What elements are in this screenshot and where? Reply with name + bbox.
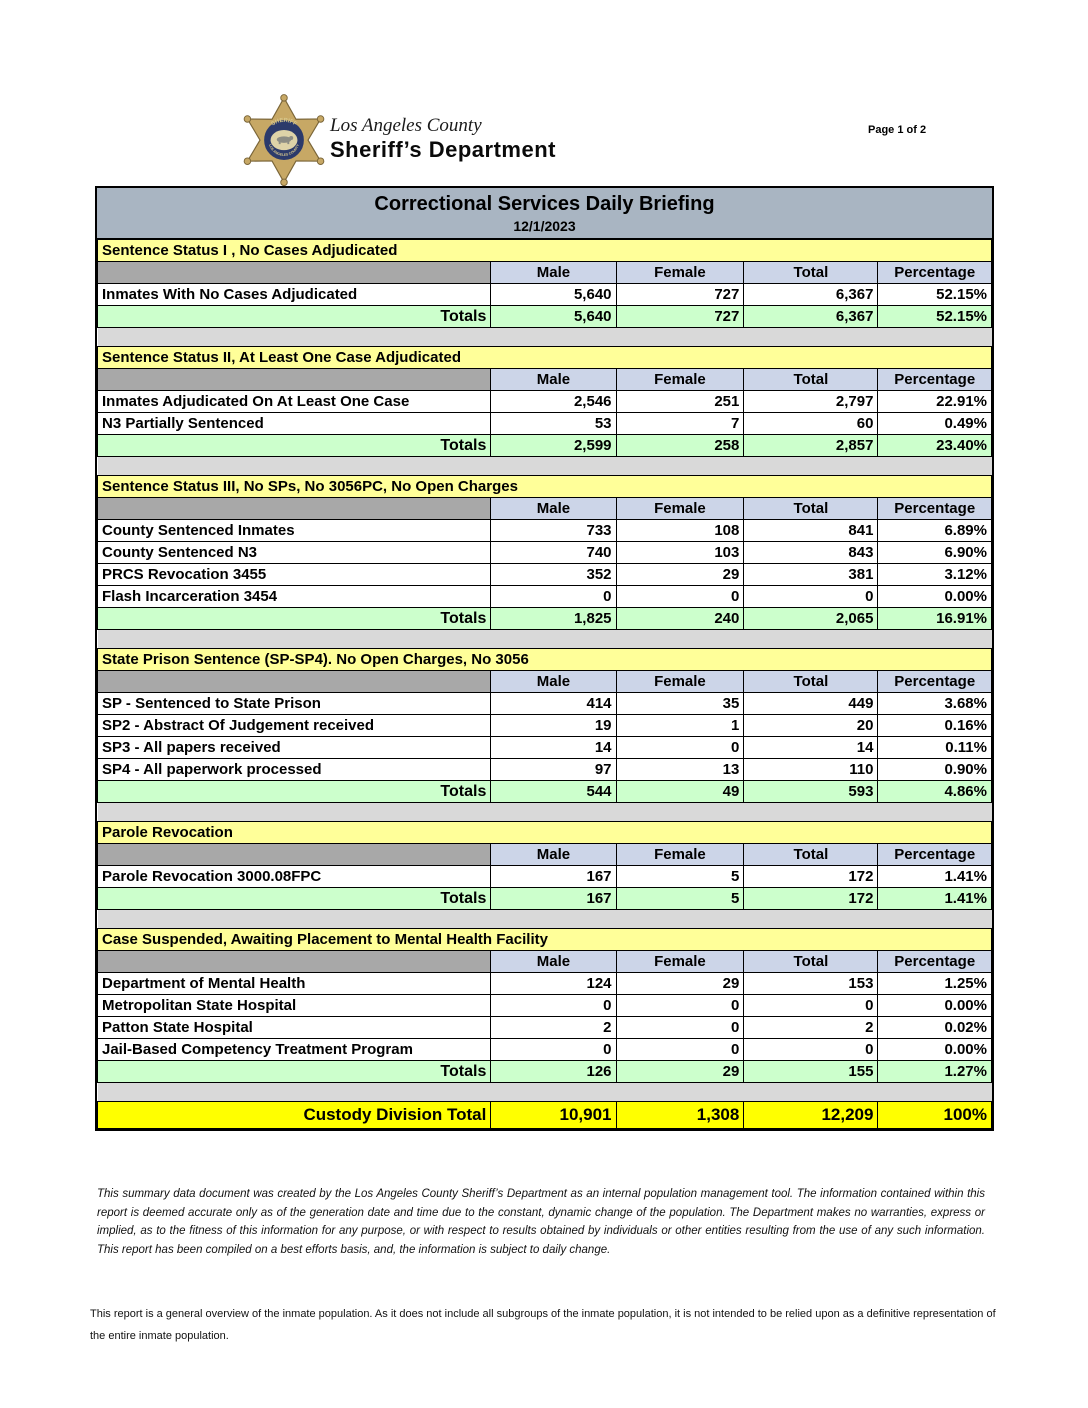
male-value: 2,546 — [491, 391, 616, 413]
female-value: 0 — [616, 1017, 744, 1039]
totals-male-value: 544 — [491, 781, 616, 803]
row-label: Department of Mental Health — [98, 973, 491, 995]
agency-name — [330, 116, 556, 162]
female-value: 251 — [616, 391, 744, 413]
total-value: 0 — [744, 995, 878, 1017]
total-value: 449 — [744, 693, 878, 715]
totals-total-value: 593 — [744, 781, 878, 803]
spacer-cell — [98, 630, 992, 649]
grand-total-row — [98, 1102, 992, 1129]
male-value: 0 — [491, 1039, 616, 1061]
totals-row — [98, 1061, 992, 1083]
table-row — [98, 693, 992, 715]
column-header-total: Total — [744, 844, 878, 866]
female-value: 108 — [616, 520, 744, 542]
total-value: 2 — [744, 1017, 878, 1039]
percentage-value: 22.91% — [878, 391, 992, 413]
totals-row — [98, 608, 992, 630]
grand-total-total-value: 12,209 — [744, 1102, 878, 1129]
row-label: Flash Incarceration 3454 — [98, 586, 491, 608]
totals-total-value: 6,367 — [744, 306, 878, 328]
female-value: 29 — [616, 564, 744, 586]
page-number: Page 1 of 2 — [868, 124, 927, 136]
table-row — [98, 391, 992, 413]
column-header-percentage: Percentage — [878, 369, 992, 391]
disclaimer-text: This summary data document was created by the Los Angeles County Sheriff’s Department as an internal population management tool. The information contained within this report is deemed accurate only as of the generation date and time due to the constant, dynamic change of the population. The Department makes no warranties, express or implied, as to the fitness of this information for any purpose, or with respect to results obtained by individuals or other entities resulting from the use of any such information. This report has been compiled on a best efforts basis, and, the information is subject to daily change. — [97, 1188, 985, 1256]
column-header-male: Male — [491, 844, 616, 866]
column-header-row — [98, 671, 992, 693]
section-header: Parole Revocation — [98, 822, 992, 844]
section-header-row — [98, 822, 992, 844]
male-value: 19 — [491, 715, 616, 737]
percentage-value: 0.00% — [878, 586, 992, 608]
male-value: 352 — [491, 564, 616, 586]
grand-total-female-value: 1,308 — [616, 1102, 744, 1129]
percentage-value: 1.41% — [878, 866, 992, 888]
column-header-row — [98, 844, 992, 866]
section-header: Sentence Status II, At Least One Case Adjudicated — [98, 347, 992, 369]
report-table — [97, 239, 992, 1129]
report-footnote: This report is a general overview of the inmate population. As it does not include all subgroups of the inmate population, it is not intended to be relied upon as a definitive representation of the entire inmate population. — [90, 1308, 996, 1342]
percentage-value: 0.00% — [878, 1039, 992, 1061]
section-header: Case Suspended, Awaiting Placement to Mental Health Facility — [98, 929, 992, 951]
column-header-blank — [98, 951, 491, 973]
sheriff-badge-logo — [236, 92, 332, 192]
total-value: 0 — [744, 586, 878, 608]
female-value: 0 — [616, 737, 744, 759]
grand-total-male-value: 10,901 — [491, 1102, 616, 1129]
percentage-value: 1.25% — [878, 973, 992, 995]
female-value: 0 — [616, 1039, 744, 1061]
female-value: 0 — [616, 586, 744, 608]
column-header-female: Female — [616, 262, 744, 284]
grand-total-percentage-value: 100% — [878, 1102, 992, 1129]
table-row — [98, 759, 992, 781]
percentage-value: 0.49% — [878, 413, 992, 435]
column-header-blank — [98, 498, 491, 520]
female-value: 1 — [616, 715, 744, 737]
spacer-row — [98, 803, 992, 822]
column-header-row — [98, 951, 992, 973]
total-value: 172 — [744, 866, 878, 888]
spacer-cell — [98, 803, 992, 822]
female-value: 7 — [616, 413, 744, 435]
spacer-cell — [98, 457, 992, 476]
total-value: 14 — [744, 737, 878, 759]
column-header-total: Total — [744, 369, 878, 391]
totals-female-value: 240 — [616, 608, 744, 630]
table-row — [98, 520, 992, 542]
table-row — [98, 1039, 992, 1061]
total-value: 153 — [744, 973, 878, 995]
spacer-row — [98, 1083, 992, 1102]
totals-percentage-value: 52.15% — [878, 306, 992, 328]
totals-male-value: 5,640 — [491, 306, 616, 328]
totals-row — [98, 306, 992, 328]
totals-female-value: 49 — [616, 781, 744, 803]
column-header-female: Female — [616, 498, 744, 520]
percentage-value: 52.15% — [878, 284, 992, 306]
table-row — [98, 564, 992, 586]
female-value: 103 — [616, 542, 744, 564]
column-header-male: Male — [491, 671, 616, 693]
report-title: Correctional Services Daily Briefing — [374, 193, 715, 215]
table-row — [98, 995, 992, 1017]
totals-female-value: 258 — [616, 435, 744, 457]
table-row — [98, 866, 992, 888]
badge-bottom-text: LOS ANGELES COUNTY — [267, 143, 301, 157]
column-header-total: Total — [744, 262, 878, 284]
percentage-value: 0.02% — [878, 1017, 992, 1039]
column-header-male: Male — [491, 262, 616, 284]
column-header-row — [98, 262, 992, 284]
totals-label: Totals — [98, 888, 491, 910]
table-row — [98, 973, 992, 995]
badge-top-text: SHERIFF — [270, 117, 298, 128]
row-label: PRCS Revocation 3455 — [98, 564, 491, 586]
totals-label: Totals — [98, 306, 491, 328]
spacer-row — [98, 457, 992, 476]
column-header-female: Female — [616, 369, 744, 391]
totals-female-value: 29 — [616, 1061, 744, 1083]
totals-label: Totals — [98, 608, 491, 630]
section-header: State Prison Sentence (SP-SP4). No Open Charges, No 3056 — [98, 649, 992, 671]
male-value: 167 — [491, 866, 616, 888]
row-label: SP2 - Abstract Of Judgement received — [98, 715, 491, 737]
totals-row — [98, 435, 992, 457]
totals-percentage-value: 16.91% — [878, 608, 992, 630]
totals-female-value: 5 — [616, 888, 744, 910]
row-label: SP - Sentenced to State Prison — [98, 693, 491, 715]
totals-label: Totals — [98, 1061, 491, 1083]
column-header-percentage: Percentage — [878, 498, 992, 520]
spacer-row — [98, 328, 992, 347]
total-value: 841 — [744, 520, 878, 542]
column-header-percentage: Percentage — [878, 262, 992, 284]
female-value: 13 — [616, 759, 744, 781]
totals-total-value: 2,065 — [744, 608, 878, 630]
table-row — [98, 586, 992, 608]
report-title-band — [97, 188, 992, 239]
spacer-cell — [98, 910, 992, 929]
row-label: SP3 - All papers received — [98, 737, 491, 759]
section-header-row — [98, 347, 992, 369]
male-value: 5,640 — [491, 284, 616, 306]
spacer-row — [98, 910, 992, 929]
column-header-percentage: Percentage — [878, 844, 992, 866]
section-header: Sentence Status I , No Cases Adjudicated — [98, 240, 992, 262]
column-header-male: Male — [491, 951, 616, 973]
row-label: Metropolitan State Hospital — [98, 995, 491, 1017]
male-value: 0 — [491, 586, 616, 608]
female-value: 5 — [616, 866, 744, 888]
female-value: 0 — [616, 995, 744, 1017]
totals-percentage-value: 4.86% — [878, 781, 992, 803]
column-header-blank — [98, 671, 491, 693]
column-header-blank — [98, 844, 491, 866]
table-row — [98, 715, 992, 737]
totals-total-value: 155 — [744, 1061, 878, 1083]
female-value: 35 — [616, 693, 744, 715]
total-value: 6,367 — [744, 284, 878, 306]
section-header: Sentence Status III, No SPs, No 3056PC, No Open Charges — [98, 476, 992, 498]
table-row — [98, 1017, 992, 1039]
male-value: 124 — [491, 973, 616, 995]
row-label: County Sentenced N3 — [98, 542, 491, 564]
totals-total-value: 2,857 — [744, 435, 878, 457]
column-header-blank — [98, 369, 491, 391]
total-value: 2,797 — [744, 391, 878, 413]
column-header-female: Female — [616, 951, 744, 973]
column-header-row — [98, 498, 992, 520]
percentage-value: 0.90% — [878, 759, 992, 781]
agency-department-line: Sheriff’s Department — [330, 136, 556, 162]
daily-briefing-report — [95, 186, 994, 1131]
totals-male-value: 126 — [491, 1061, 616, 1083]
percentage-value: 3.12% — [878, 564, 992, 586]
totals-percentage-value: 1.27% — [878, 1061, 992, 1083]
report-date: 12/1/2023 — [513, 218, 576, 234]
male-value: 14 — [491, 737, 616, 759]
section-header-row — [98, 240, 992, 262]
column-header-male: Male — [491, 498, 616, 520]
percentage-value: 0.11% — [878, 737, 992, 759]
percentage-value: 0.16% — [878, 715, 992, 737]
column-header-total: Total — [744, 671, 878, 693]
totals-row — [98, 781, 992, 803]
female-value: 29 — [616, 973, 744, 995]
table-row — [98, 413, 992, 435]
section-header-row — [98, 649, 992, 671]
row-label: Inmates With No Cases Adjudicated — [98, 284, 491, 306]
table-row — [98, 542, 992, 564]
totals-male-value: 2,599 — [491, 435, 616, 457]
male-value: 0 — [491, 995, 616, 1017]
column-header-blank — [98, 262, 491, 284]
row-label: SP4 - All paperwork processed — [98, 759, 491, 781]
totals-percentage-value: 1.41% — [878, 888, 992, 910]
spacer-cell — [98, 1083, 992, 1102]
section-header-row — [98, 929, 992, 951]
total-value: 110 — [744, 759, 878, 781]
total-value: 0 — [744, 1039, 878, 1061]
total-value: 20 — [744, 715, 878, 737]
male-value: 97 — [491, 759, 616, 781]
totals-male-value: 167 — [491, 888, 616, 910]
totals-row — [98, 888, 992, 910]
column-header-female: Female — [616, 671, 744, 693]
row-label: County Sentenced Inmates — [98, 520, 491, 542]
column-header-total: Total — [744, 498, 878, 520]
row-label: Parole Revocation 3000.08FPC — [98, 866, 491, 888]
totals-female-value: 727 — [616, 306, 744, 328]
column-header-percentage: Percentage — [878, 951, 992, 973]
column-header-total: Total — [744, 951, 878, 973]
totals-male-value: 1,825 — [491, 608, 616, 630]
column-header-female: Female — [616, 844, 744, 866]
totals-percentage-value: 23.40% — [878, 435, 992, 457]
agency-county-line: Los Angeles County — [330, 115, 482, 136]
percentage-value: 6.90% — [878, 542, 992, 564]
male-value: 740 — [491, 542, 616, 564]
column-header-percentage: Percentage — [878, 671, 992, 693]
percentage-value: 6.89% — [878, 520, 992, 542]
male-value: 733 — [491, 520, 616, 542]
table-row — [98, 284, 992, 306]
spacer-row — [98, 630, 992, 649]
column-header-row — [98, 369, 992, 391]
totals-total-value: 172 — [744, 888, 878, 910]
section-header-row — [98, 476, 992, 498]
spacer-cell — [98, 328, 992, 347]
row-label: Patton State Hospital — [98, 1017, 491, 1039]
total-value: 60 — [744, 413, 878, 435]
male-value: 53 — [491, 413, 616, 435]
female-value: 727 — [616, 284, 744, 306]
column-header-male: Male — [491, 369, 616, 391]
row-label: Inmates Adjudicated On At Least One Case — [98, 391, 491, 413]
table-row — [98, 737, 992, 759]
male-value: 414 — [491, 693, 616, 715]
row-label: Jail-Based Competency Treatment Program — [98, 1039, 491, 1061]
percentage-value: 3.68% — [878, 693, 992, 715]
total-value: 843 — [744, 542, 878, 564]
totals-label: Totals — [98, 435, 491, 457]
male-value: 2 — [491, 1017, 616, 1039]
total-value: 381 — [744, 564, 878, 586]
row-label: N3 Partially Sentenced — [98, 413, 491, 435]
totals-label: Totals — [98, 781, 491, 803]
grand-total-label: Custody Division Total — [98, 1102, 491, 1129]
percentage-value: 0.00% — [878, 995, 992, 1017]
